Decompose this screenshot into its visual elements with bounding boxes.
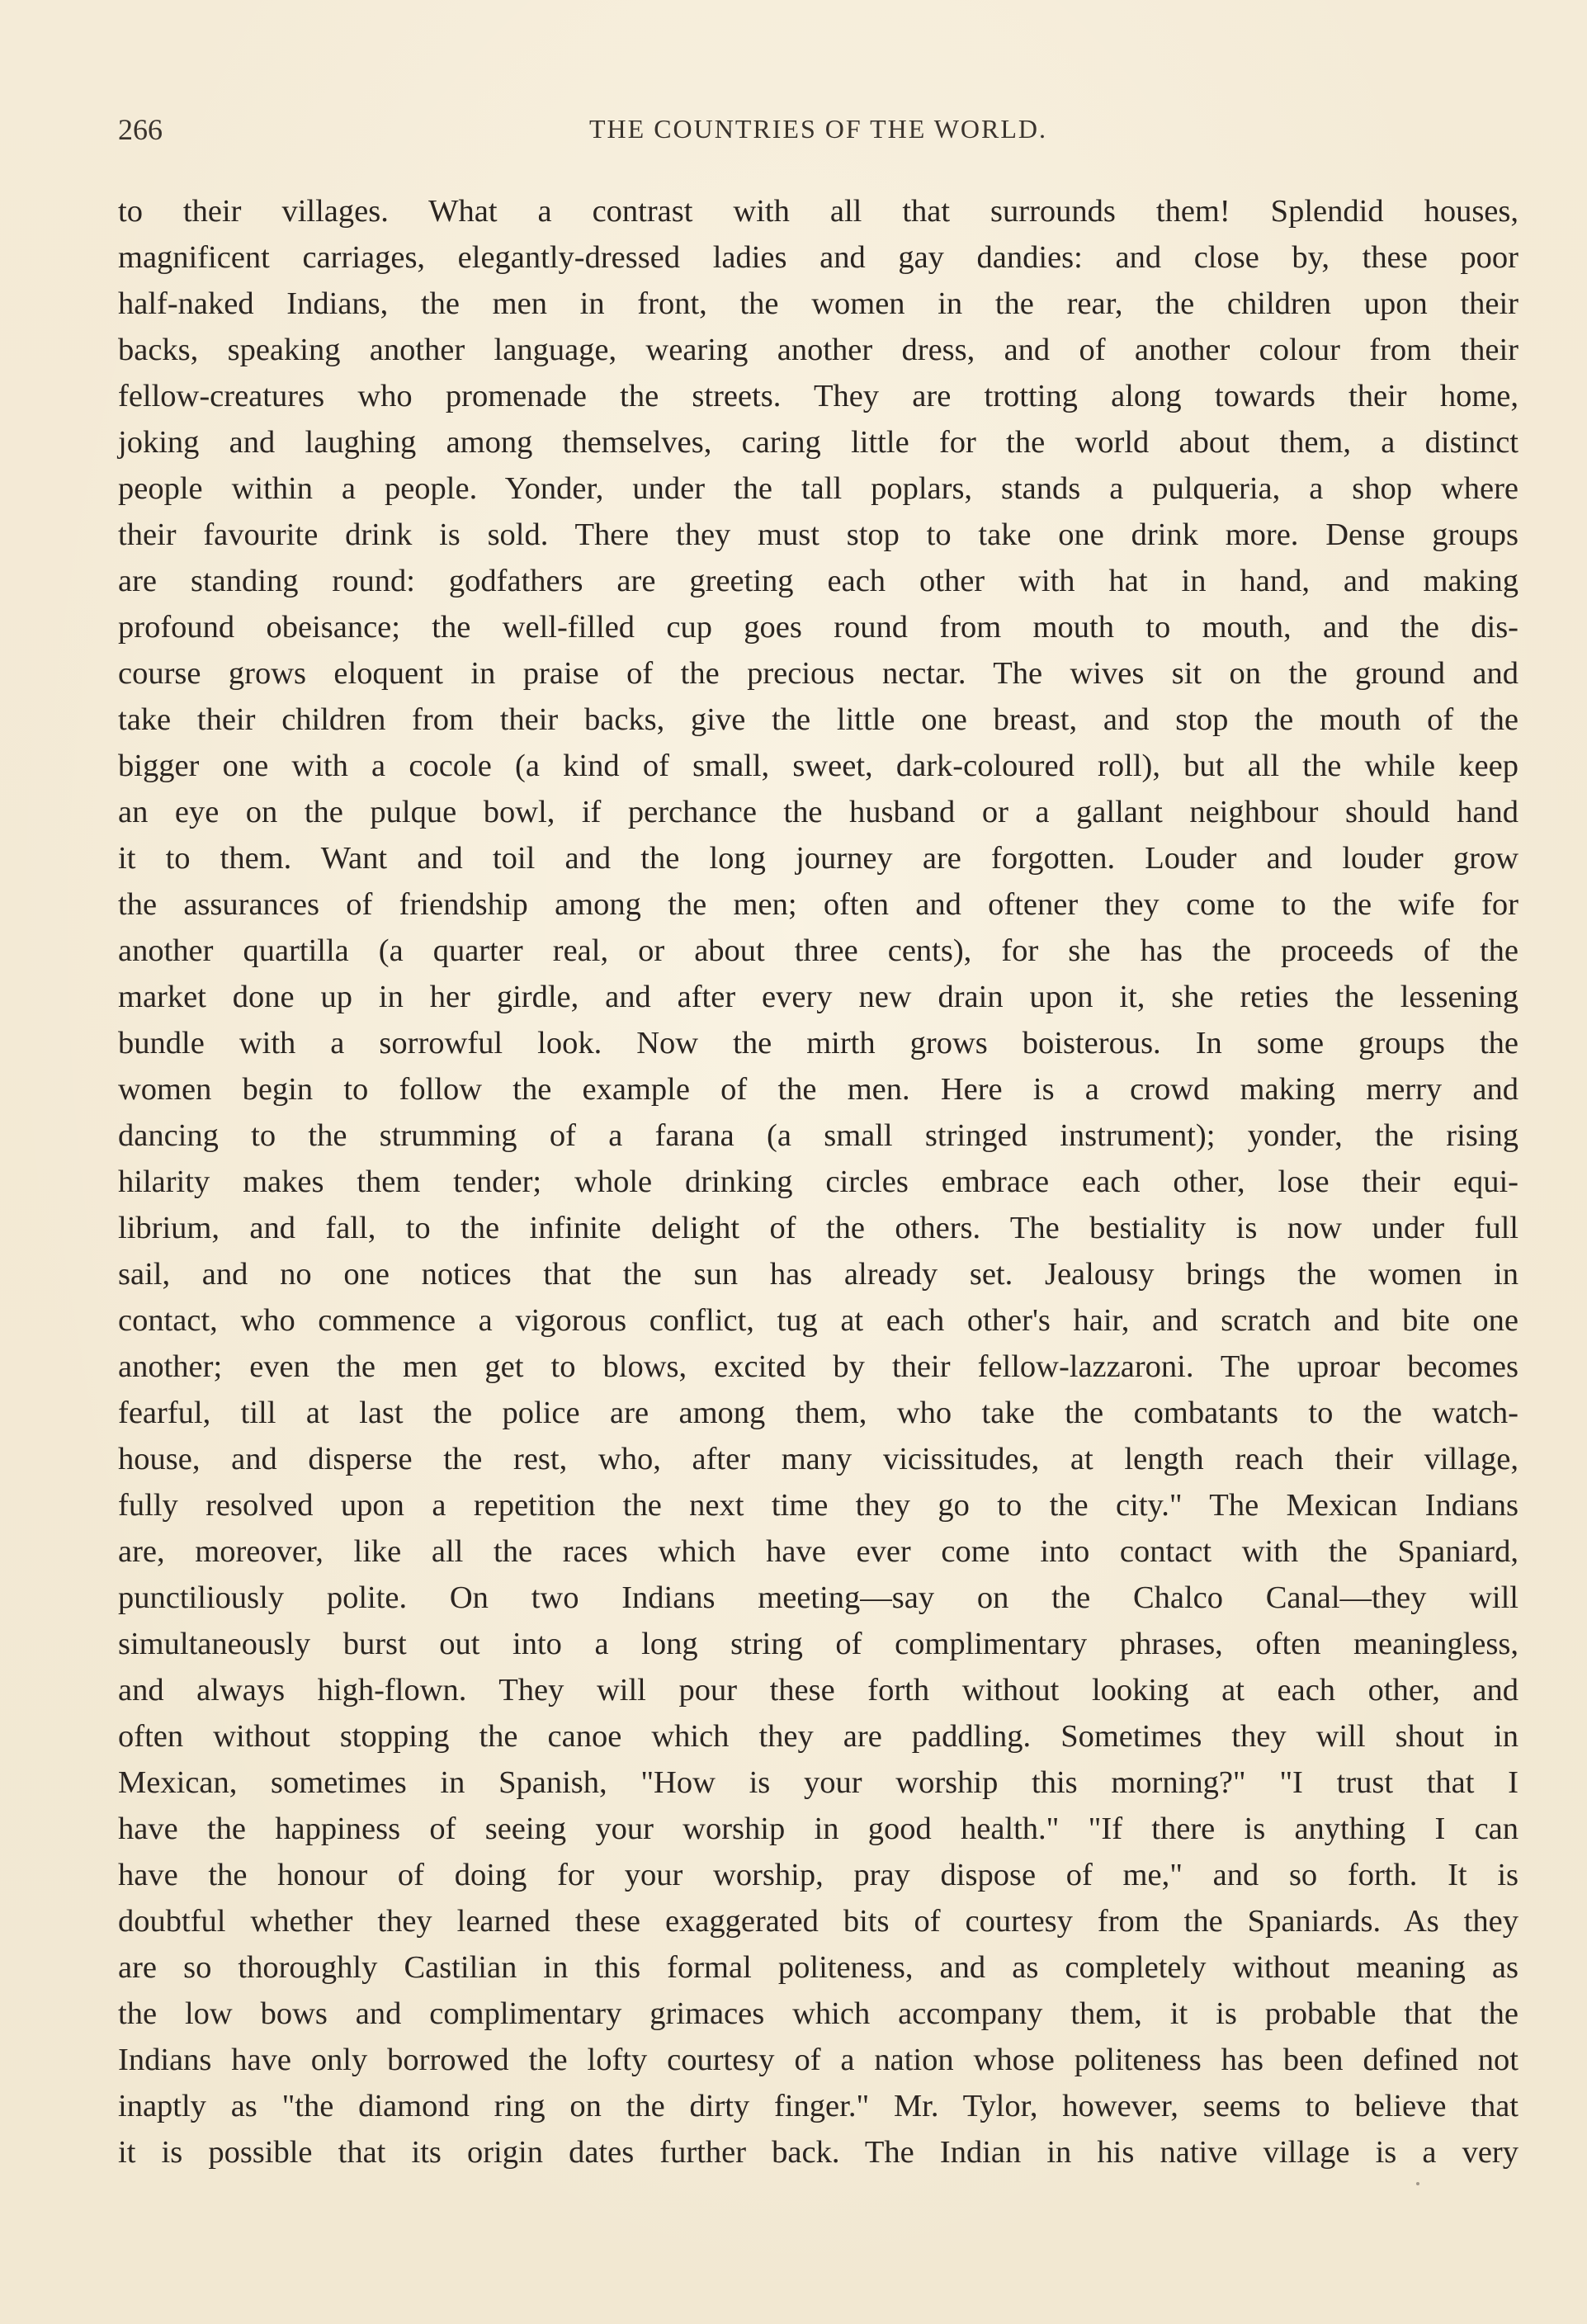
- text-line: an eye on the pulque bowl, if perchance the husband or a gallant neighbour should hand: [118, 795, 1519, 829]
- text-line: dancing to the strumming of a farana (a small stringed instrument); yonder, the rising: [118, 1118, 1519, 1153]
- text-line: fully resolved upon a repetition the next time they go to the city." The Mexican Indians: [118, 1488, 1519, 1523]
- text-line: are standing round: godfathers are greeting each other with hat in hand, and making: [118, 564, 1519, 598]
- text-line: hilarity makes them tender; whole drinking circles embrace each other, lose their equi-: [118, 1164, 1519, 1199]
- text-line: it is possible that its origin dates further back. The Indian in his native village is a very: [118, 2135, 1519, 2170]
- text-line: are so thoroughly Castilian in this formal politeness, and as completely without meaning as: [118, 1950, 1519, 1985]
- text-line: take their children from their backs, give the little one breast, and stop the mouth of the: [118, 702, 1519, 737]
- text-line: course grows eloquent in praise of the precious nectar. The wives sit on the ground and: [118, 656, 1519, 691]
- text-line: house, and disperse the rest, who, after many vicissitudes, at length reach their village,: [118, 1442, 1519, 1476]
- text-line: doubtful whether they learned these exaggerated bits of courtesy from the Spaniards. As they: [118, 1904, 1519, 1939]
- page-number: 266: [118, 113, 163, 146]
- text-line: inaptly as "the diamond ring on the dirty finger." Mr. Tylor, however, seems to believe that: [118, 2089, 1519, 2123]
- text-line: and always high-flown. They will pour these forth without looking at each other, and: [118, 1673, 1519, 1708]
- text-line: fearful, till at last the police are among them, who take the combatants to the watch-: [118, 1396, 1519, 1430]
- text-line: another; even the men get to blows, excited by their fellow-lazzaroni. The uproar becomes: [118, 1349, 1519, 1384]
- text-line: sail, and no one notices that the sun has already set. Jealousy brings the women in: [118, 1257, 1519, 1292]
- running-title: THE COUNTRIES OF THE WORLD.: [588, 114, 1048, 144]
- text-line: backs, speaking another language, wearing another dress, and of another colour from their: [118, 333, 1519, 367]
- text-line: have the honour of doing for your worship, pray dispose of me," and so forth. It is: [118, 1858, 1519, 1892]
- text-line: half-naked Indians, the men in front, the women in the rear, the children upon their: [118, 286, 1519, 321]
- paper-speck: [1416, 2182, 1419, 2185]
- text-line: magnificent carriages, elegantly-dressed ladies and gay dandies: and close by, these poor: [118, 240, 1519, 275]
- text-line: Indians have only borrowed the lofty courtesy of a nation whose politeness has been defined not: [118, 2043, 1519, 2077]
- text-line: profound obeisance; the well-filled cup goes round from mouth to mouth, and the dis-: [118, 610, 1519, 645]
- text-line: another quartilla (a quarter real, or about three cents), for she has the proceeds of the: [118, 933, 1519, 968]
- text-line: market done up in her girdle, and after every new drain upon it, she reties the lessening: [118, 980, 1519, 1014]
- text-line: fellow-creatures who promenade the streets. They are trotting along towards their home,: [118, 379, 1519, 413]
- text-line: women begin to follow the example of the men. Here is a crowd making merry and: [118, 1072, 1519, 1107]
- text-line: often without stopping the canoe which they are paddling. Sometimes they will shout in: [118, 1719, 1519, 1754]
- text-line: bundle with a sorrowful look. Now the mirth grows boisterous. In some groups the: [118, 1026, 1519, 1060]
- text-line: are, moreover, like all the races which have ever come into contact with the Spaniard,: [118, 1534, 1519, 1569]
- text-line: punctiliously polite. On two Indians meeting—say on the Chalco Canal—they will: [118, 1580, 1519, 1615]
- text-line: Mexican, sometimes in Spanish, "How is your worship this morning?" "I trust that I: [118, 1765, 1519, 1800]
- text-line: the assurances of friendship among the men; often and oftener they come to the wife for: [118, 887, 1519, 922]
- text-line: bigger one with a cocole (a kind of small, sweet, dark-coloured roll), but all the while keep: [118, 749, 1519, 783]
- text-line: librium, and fall, to the infinite delight of the others. The bestiality is now under full: [118, 1211, 1519, 1245]
- running-head: [118, 112, 1519, 149]
- text-line: simultaneously burst out into a long string of complimentary phrases, often meaningless,: [118, 1627, 1519, 1661]
- body-text: [118, 188, 1519, 2175]
- text-line: people within a people. Yonder, under the tall poplars, stands a pulqueria, a shop where: [118, 471, 1519, 506]
- text-line: have the happiness of seeing your worship in good health." "If there is anything I can: [118, 1811, 1519, 1846]
- text-line: the low bows and complimentary grimaces which accompany them, it is probable that the: [118, 1996, 1519, 2031]
- text-line: to their villages. What a contrast with all that surrounds them! Splendid houses,: [118, 194, 1519, 229]
- text-line: it to them. Want and toil and the long journey are forgotten. Louder and louder grow: [118, 841, 1519, 876]
- text-line: joking and laughing among themselves, caring little for the world about them, a distinct: [118, 425, 1519, 460]
- text-line: their favourite drink is sold. There they must stop to take one drink more. Dense groups: [118, 517, 1519, 552]
- text-line: contact, who commence a vigorous conflict, tug at each other's hair, and scratch and bite one: [118, 1303, 1519, 1338]
